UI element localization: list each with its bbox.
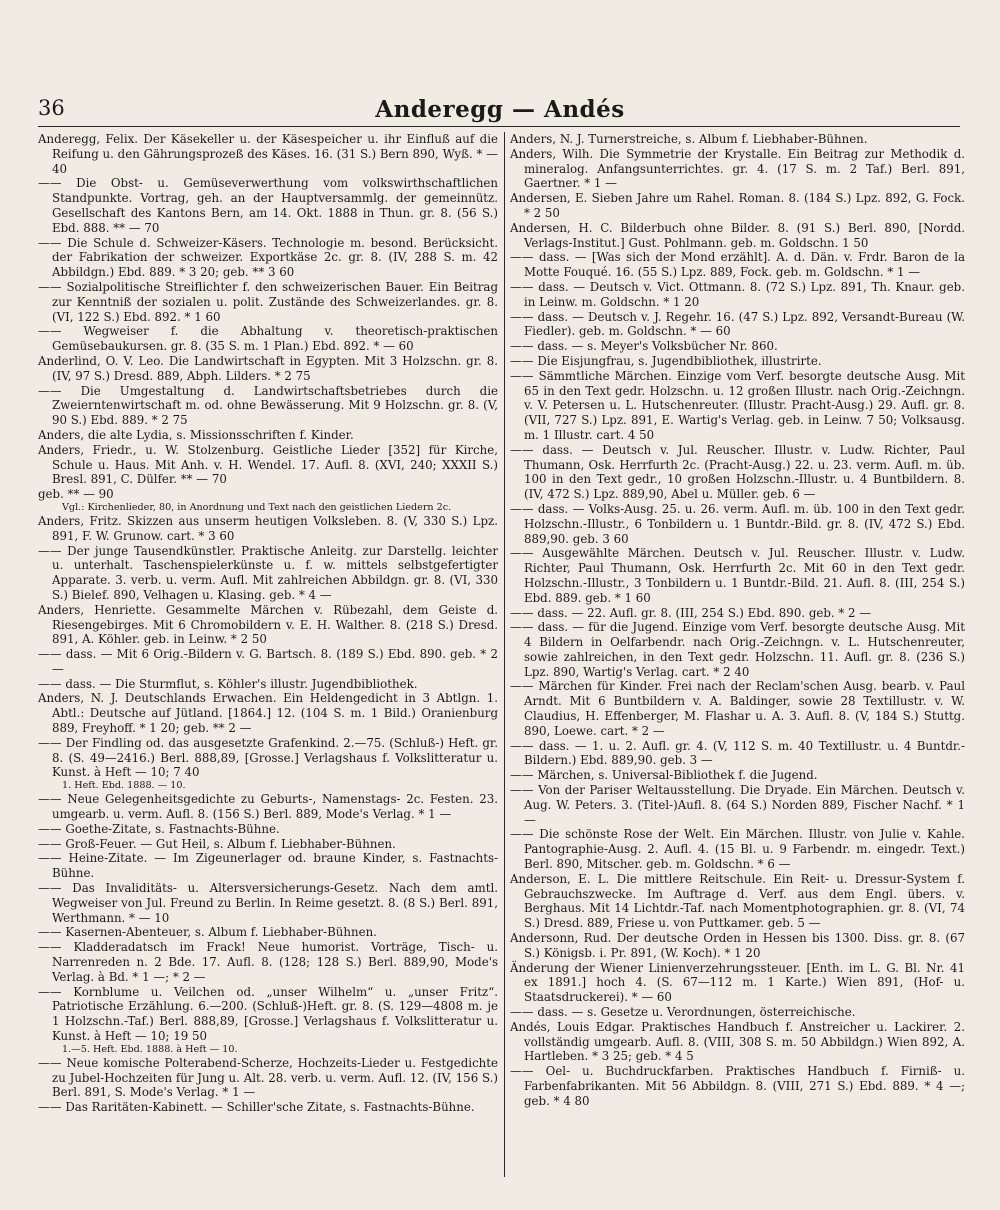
catalog-entry: —— dass. — Deutsch v. Vict. Ottmann. 8. (72 S.) Lpz. 891, Th. Knaur. geb. in Leinw. m. Goldschn. * 1 20 [510,279,965,309]
catalog-entry: —— Kasernen-Abenteuer, s. Album f. Liebhaber-Bühnen. [38,925,377,940]
catalog-entry: —— Die Umgestaltung d. Landwirtschaftsbetriebes durch die Zweierntenwirtschaft m. od. ohne Bewässerung. Mit 9 Holzschn. gr. 8. (V, 90 S.) Ebd. 889. * 2 75 [38,383,498,428]
catalog-entry: Anders, Henriette. Gesammelte Märchen v. Rübezahl, dem Geiste d. Riesengebirges. Mit 6 Chromobildern v. E. H. Walther. 8. (218 S.) Dresd. 891, A. Köhler. geb. in Leinw. * 2 50 [38,602,498,647]
catalog-entry: —— Märchen für Kinder. Frei nach der Reclam'schen Ausg. bearb. v. Paul Arndt. Mit 6 Buntbildern v. A. Baldinger, sowie 28 Textillustr. v. W. Claudius, H. Effenberger, M. Flashar u. A. 3. Aufl. 8. (V, 184 S.) Stuttg. 890, Loewe. cart. * 2 — [510,679,965,738]
catalog-entry: Andersonn, Rud. Der deutsche Orden in Hessen bis 1300. Diss. gr. 8. (67 S.) Königsb. i. Pr. 891, (W. Koch). * 1 20 [510,931,965,960]
catalog-entry: —— dass. — für die Jugend. Einzige vom Verf. besorgte deutsche Ausg. Mit 4 Bildern in Oelfarbendr. nach Orig.-Zeichngn. v. L. Hutschenreuter, sowie zahlreichen, in den Text gedr. Holzschn. 11. Aufl. gr. 8. (236 S.) Lpz. 890, Wartig's Verlag. cart. * 2 40 [510,620,965,679]
catalog-entry: Änderung der Wiener Linienverzehrungssteuer. [Enth. im L. G. Bl. Nr. 41 ex 1891.] hoch 4. (S. 67—112 m. 1 Karte.) Wien 891, (Hof- u. Staatsdruckerei). * — 60 [510,960,965,1005]
header-rule [38,126,960,127]
catalog-entry: Anders, Fritz. Skizzen aus unserm heutigen Volksleben. 8. (V, 330 S.) Lpz. 891, F. W. Grunow. cart. * 3 60 [38,513,498,543]
catalog-entry: —— dass. — 22. Aufl. gr. 8. (III, 254 S.) Ebd. 890. geb. * 2 — [510,605,872,620]
catalog-entry: Anderegg, Felix. Der Käsekeller u. der Käsespeicher u. ihr Einfluß auf die Reifung u. den Gährungsprozeß des Käses. 16. (31 S.) Bern 890, Wyß. * — 40 [38,132,498,176]
catalog-entry: —— Neue komische Polterabend-Scherze, Hochzeits-Lieder u. Festgedichte zu Jubel-Hochzeiten für Jung u. Alt. 28. verb. u. verm. Aufl. 12. (IV, 156 S.) Berl. 891, S. Mode's Verlag. * 1 — [38,1055,498,1100]
catalog-entry: —— Die schönste Rose der Welt. Ein Märchen. Illustr. von Julie v. Kahle. Pantographie-Ausg. 2. Aufl. 4. (15 Bl. u. 9 Farbendr. m. eingedr. Text.) Berl. 890, Mitscher. geb. m. Goldschn. * 6 — [510,827,965,872]
catalog-entry: Vgl.: Kirchenlieder, 80, in Anordnung und Text nach den geistlichen Liedern 2c. [62,501,452,513]
catalog-entry: —— Das Invaliditäts- u. Altersversicherungs-Gesetz. Nach dem amtl. Wegweiser von Jul. Freund zu Berlin. In Reime gesetzt. 8. (8 S.) Berl. 891, Werthmann. * — 10 [38,881,498,925]
catalog-entry: —— Wegweiser f. die Abhaltung v. theoretisch-praktischen Gemüsebaukursen. gr. 8. (35 S. m. 1 Plan.) Ebd. 892. * — 60 [38,324,498,354]
running-title: Anderegg — Andés [375,96,625,123]
catalog-entry: —— Kladderadatsch im Frack! Neue humorist. Vorträge, Tisch- u. Narrenreden n. 2 Bde. 17. Aufl. 8. (128; 128 S.) Berl. 889,90, Mode's Verlag. à Bd. * 1 —; * 2 — [38,940,498,984]
catalog-entry: Anders, Wilh. Die Symmetrie der Krystalle. Ein Beitrag zur Methodik d. mineralog. Anfangsunterrichtes. gr. 4. (17 S. m. 2 Taf.) Berl. 891, Gaertner. * 1 — [510,146,965,191]
catalog-entry: —— Der Findling od. das ausgesetzte Grafenkind. 2.—75. (Schluß-) Heft. gr. 8. (S. 49—2416.) Berl. 888,89, [Grosse.] Verlagshaus f. Volkslitteratur u. Kunst. à Heft — 10; 7 40 [38,735,498,780]
catalog-entry: —— Von der Pariser Weltausstellung. Die Dryade. Ein Märchen. Deutsch v. Aug. W. Peters. 3. (Titel-)Aufl. 8. (64 S.) Norden 889, Fischer Nachf. * 1 — [510,783,965,827]
catalog-entry: —— Das Raritäten-Kabinett. — Schiller'sche Zitate, s. Fastnachts-Bühne. [38,1100,475,1115]
catalog-entry: —— dass. — Volks-Ausg. 25. u. 26. verm. Aufl. m. üb. 100 in den Text gedr. Holzschn.-Illustr., 6 Tonbildern u. 1 Buntdr.-Bild. gr. 8. (IV, 472 S.) Ebd. 889,90. geb. 3 60 [510,501,965,546]
catalog-entry: —— dass. — 1. u. 2. Aufl. gr. 4. (V, 112 S. m. 40 Textillustr. u. 4 Buntdr.-Bildern.) Ebd. 889,90. geb. 3 — [510,738,965,768]
catalog-entry: —— Goethe-Zitate, s. Fastnachts-Bühne. [38,821,280,836]
catalog-entry: —— dass. — Die Sturmflut, s. Köhler's illustr. Jugendbibliothek. [38,676,418,691]
catalog-entry: —— Die Obst- u. Gemüseverwerthung vom volkswirthschaftlichen Standpunkte. Vortrag, geh. an der Hauptversammlg. der gemeinnütz. Gesellschaft des Kantons Bern, am 14. Okt. 1888 in Thun. gr. 8. (56 S.) Ebd. 888. ** — 70 [38,176,498,235]
catalog-entry: —— Sämmtliche Märchen. Einzige vom Verf. besorgte deutsche Ausg. Mit 65 in den Text gedr. Holzschn. u. 12 großen Illustr. nach Orig.-Zeichngn. v. V. Petersen u. L. Hutschenreuter. (Illustr. Pracht-Ausg.) 29. Aufl. gr. 8. (VII, 727 S.) Lpz. 891, E. Wartig's Verlag. geb. in Leinw. 7 50; Volksausg. m. 1 Illustr. cart. 4 50 [510,368,965,442]
catalog-entry: Anders, N. J. Deutschlands Erwachen. Ein Heldengedicht in 3 Abtlgn. 1. Abtl.: Deutsche auf Jütland. [1864.] 12. (104 S. m. 1 Bild.) Oranienburg 889, Freyhoff. * 1 20; geb. ** 2 — [38,691,498,736]
catalog-entry: 1.—5. Heft. Ebd. 1888. à Heft — 10. [62,1043,238,1055]
catalog-entry: —— Ausgewählte Märchen. Deutsch v. Jul. Reuscher. Illustr. v. Ludw. Richter, Paul Thumann, Osk. Herrfurth 2c. Mit 60 in den Text gedr. Holzschn.-Illustr., 3 Tonbildern u. 1 Buntdr.-Bild. 21. Aufl. 8. (III, 254 S.) Ebd. 889. geb. * 1 60 [510,546,965,605]
column-divider [504,132,505,1177]
catalog-entry: —— Heine-Zitate. — Im Zigeunerlager od. braune Kinder, s. Fastnachts-Bühne. [38,851,498,881]
left-column [38,132,498,1192]
catalog-entry: Anders, Friedr., u. W. Stolzenburg. Geistliche Lieder [352] für Kirche, Schule u. Haus. Mit Anh. v. H. Wendel. 17. Aufl. 8. (XVI, 240; XXXII S.) Bresl. 891, C. Dülfer. ** — 70 [38,442,498,487]
page-number: 36 [38,96,65,120]
catalog-entry: Andersen, E. Sieben Jahre um Rahel. Roman. 8. (184 S.) Lpz. 892, G. Fock. * 2 50 [510,191,965,220]
catalog-entry: —— dass. — Deutsch v. Jul. Reuscher. Illustr. v. Ludw. Richter, Paul Thumann, Osk. Herrfurth 2c. (Pracht-Ausg.) 22. u. 23. verm. Aufl. m. üb. 100 in den Text gedr., 10 großen Holzschn.-Illustr. u. 4 Buntbildern. 8. (IV, 472 S.) Lpz. 889,90, Abel u. Müller. geb. 6 — [510,442,965,502]
catalog-entry: —— Groß-Feuer. — Gut Heil, s. Album f. Liebhaber-Bühnen. [38,836,396,851]
catalog-entry: —— dass. — [Was sich der Mond erzählt]. A. d. Dän. v. Frdr. Baron de la Motte Fouqué. 16. (55 S.) Lpz. 889, Fock. geb. m. Goldschn. * 1 — [510,250,965,280]
catalog-entry: —— Kornblume u. Veilchen od. „unser Wilhelm“ u. „unser Fritz“. Patriotische Erzählung. 6.—200. (Schluß-)Heft. gr. 8. (S. 129—4808 m. je 1 Holzschn.-Taf.) Berl. 888,89, [Grosse.] Verlagshaus f. Volkslitteratur u. Kunst. à Heft — 10; 19 50 [38,984,498,1044]
catalog-entry: Andersen, H. C. Bilderbuch ohne Bilder. 8. (91 S.) Berl. 890, [Nordd. Verlags-Institut.] Gust. Pohlmann. geb. m. Goldschn. 1 50 [510,220,965,250]
catalog-entry: —— Sozialpolitische Streiflichter f. den schweizerischen Bauer. Ein Beitrag zur Kenntniß der sozialen u. polit. Zustände des Schweizerlandes. gr. 8. (VI, 122 S.) Ebd. 892. * 1 60 [38,279,498,324]
catalog-entry: —— Die Eisjungfrau, s. Jugendbibliothek, illustrirte. [510,353,822,368]
catalog-entry: Anders, die alte Lydia, s. Missionsschriften f. Kinder. [38,427,354,442]
catalog-entry: Andés, Louis Edgar. Praktisches Handbuch f. Anstreicher u. Lackirer. 2. vollständig umgearb. Aufl. 8. (VIII, 308 S. m. 50 Abbildgn.) Wien 892, A. Hartleben. * 3 25; geb. * 4 5 [510,1019,965,1064]
catalog-entry: —— Märchen, s. Universal-Bibliothek f. die Jugend. [510,768,818,783]
catalog-entry: —— dass. — s. Gesetze u. Verordnungen, österreichische. [510,1005,856,1020]
catalog-entry: geb. ** — 90 [38,487,114,502]
catalog-entry: 1. Heft. Ebd. 1888. — 10. [62,780,186,792]
catalog-entry: Anderlind, O. V. Leo. Die Landwirtschaft in Egypten. Mit 3 Holzschn. gr. 8. (IV, 97 S.) Dresd. 889, Abph. Lilders. * 2 75 [38,353,498,383]
catalog-entry: —— Neue Gelegenheitsgedichte zu Geburts-, Namenstags- 2c. Festen. 23. umgearb. u. verm. Aufl. 8. (156 S.) Berl. 889, Mode's Verlag. * 1 — [38,792,498,822]
catalog-entry: —— dass. — Mit 6 Orig.-Bildern v. G. Bartsch. 8. (189 S.) Ebd. 890. geb. * 2 — [38,647,498,676]
catalog-entry: —— Oel- u. Buchdruckfarben. Praktisches Handbuch f. Firniß- u. Farbenfabrikanten. Mit 56 Abbildgn. 8. (VIII, 271 S.) Ebd. 889. * 4 —; geb. * 4 80 [510,1064,965,1108]
catalog-entry: Anderson, E. L. Die mittlere Reitschule. Ein Reit- u. Dressur-System f. Gebrauchszwecke. Im Auftrage d. Verf. aus dem Engl. übers. v. Berghaus. Mit 14 Lichtdr.-Taf. nach Momentphotographien. gr. 8. (VI, 74 S.) Dresd. 889, Friese u. von Puttkamer. geb. 5 — [510,871,965,931]
catalog-entry: Anders, N. J. Turnerstreiche, s. Album f. Liebhaber-Bühnen. [510,132,868,146]
right-column [510,132,965,1192]
catalog-entry: —— Die Schule d. Schweizer-Käsers. Technologie m. besond. Berücksicht. der Fabrikation der schweizer. Exportkäse 2c. gr. 8. (IV, 288 S. m. 42 Abbildgn.) Ebd. 889. * 3 20; geb. ** 3 60 [38,235,498,280]
catalog-entry: —— dass. — s. Meyer's Volksbücher Nr. 860. [510,339,778,354]
catalog-entry: —— Der junge Tausendkünstler. Praktische Anleitg. zur Darstellg. leichter u. unterhalt. Taschenspielerkünste u. f. w. mittels selbstgefertigter Apparate. 3. verb. u. verm. Aufl. Mit zahlreichen Abbildgn. gr. 8. (VI, 330 S.) Bielef. 890, Velhagen u. Klasing. geb. * 4 — [38,543,498,602]
catalog-entry: —— dass. — Deutsch v. J. Regehr. 16. (47 S.) Lpz. 892, Versandt-Bureau (W. Fiedler). geb. m. Goldschn. * — 60 [510,309,965,339]
